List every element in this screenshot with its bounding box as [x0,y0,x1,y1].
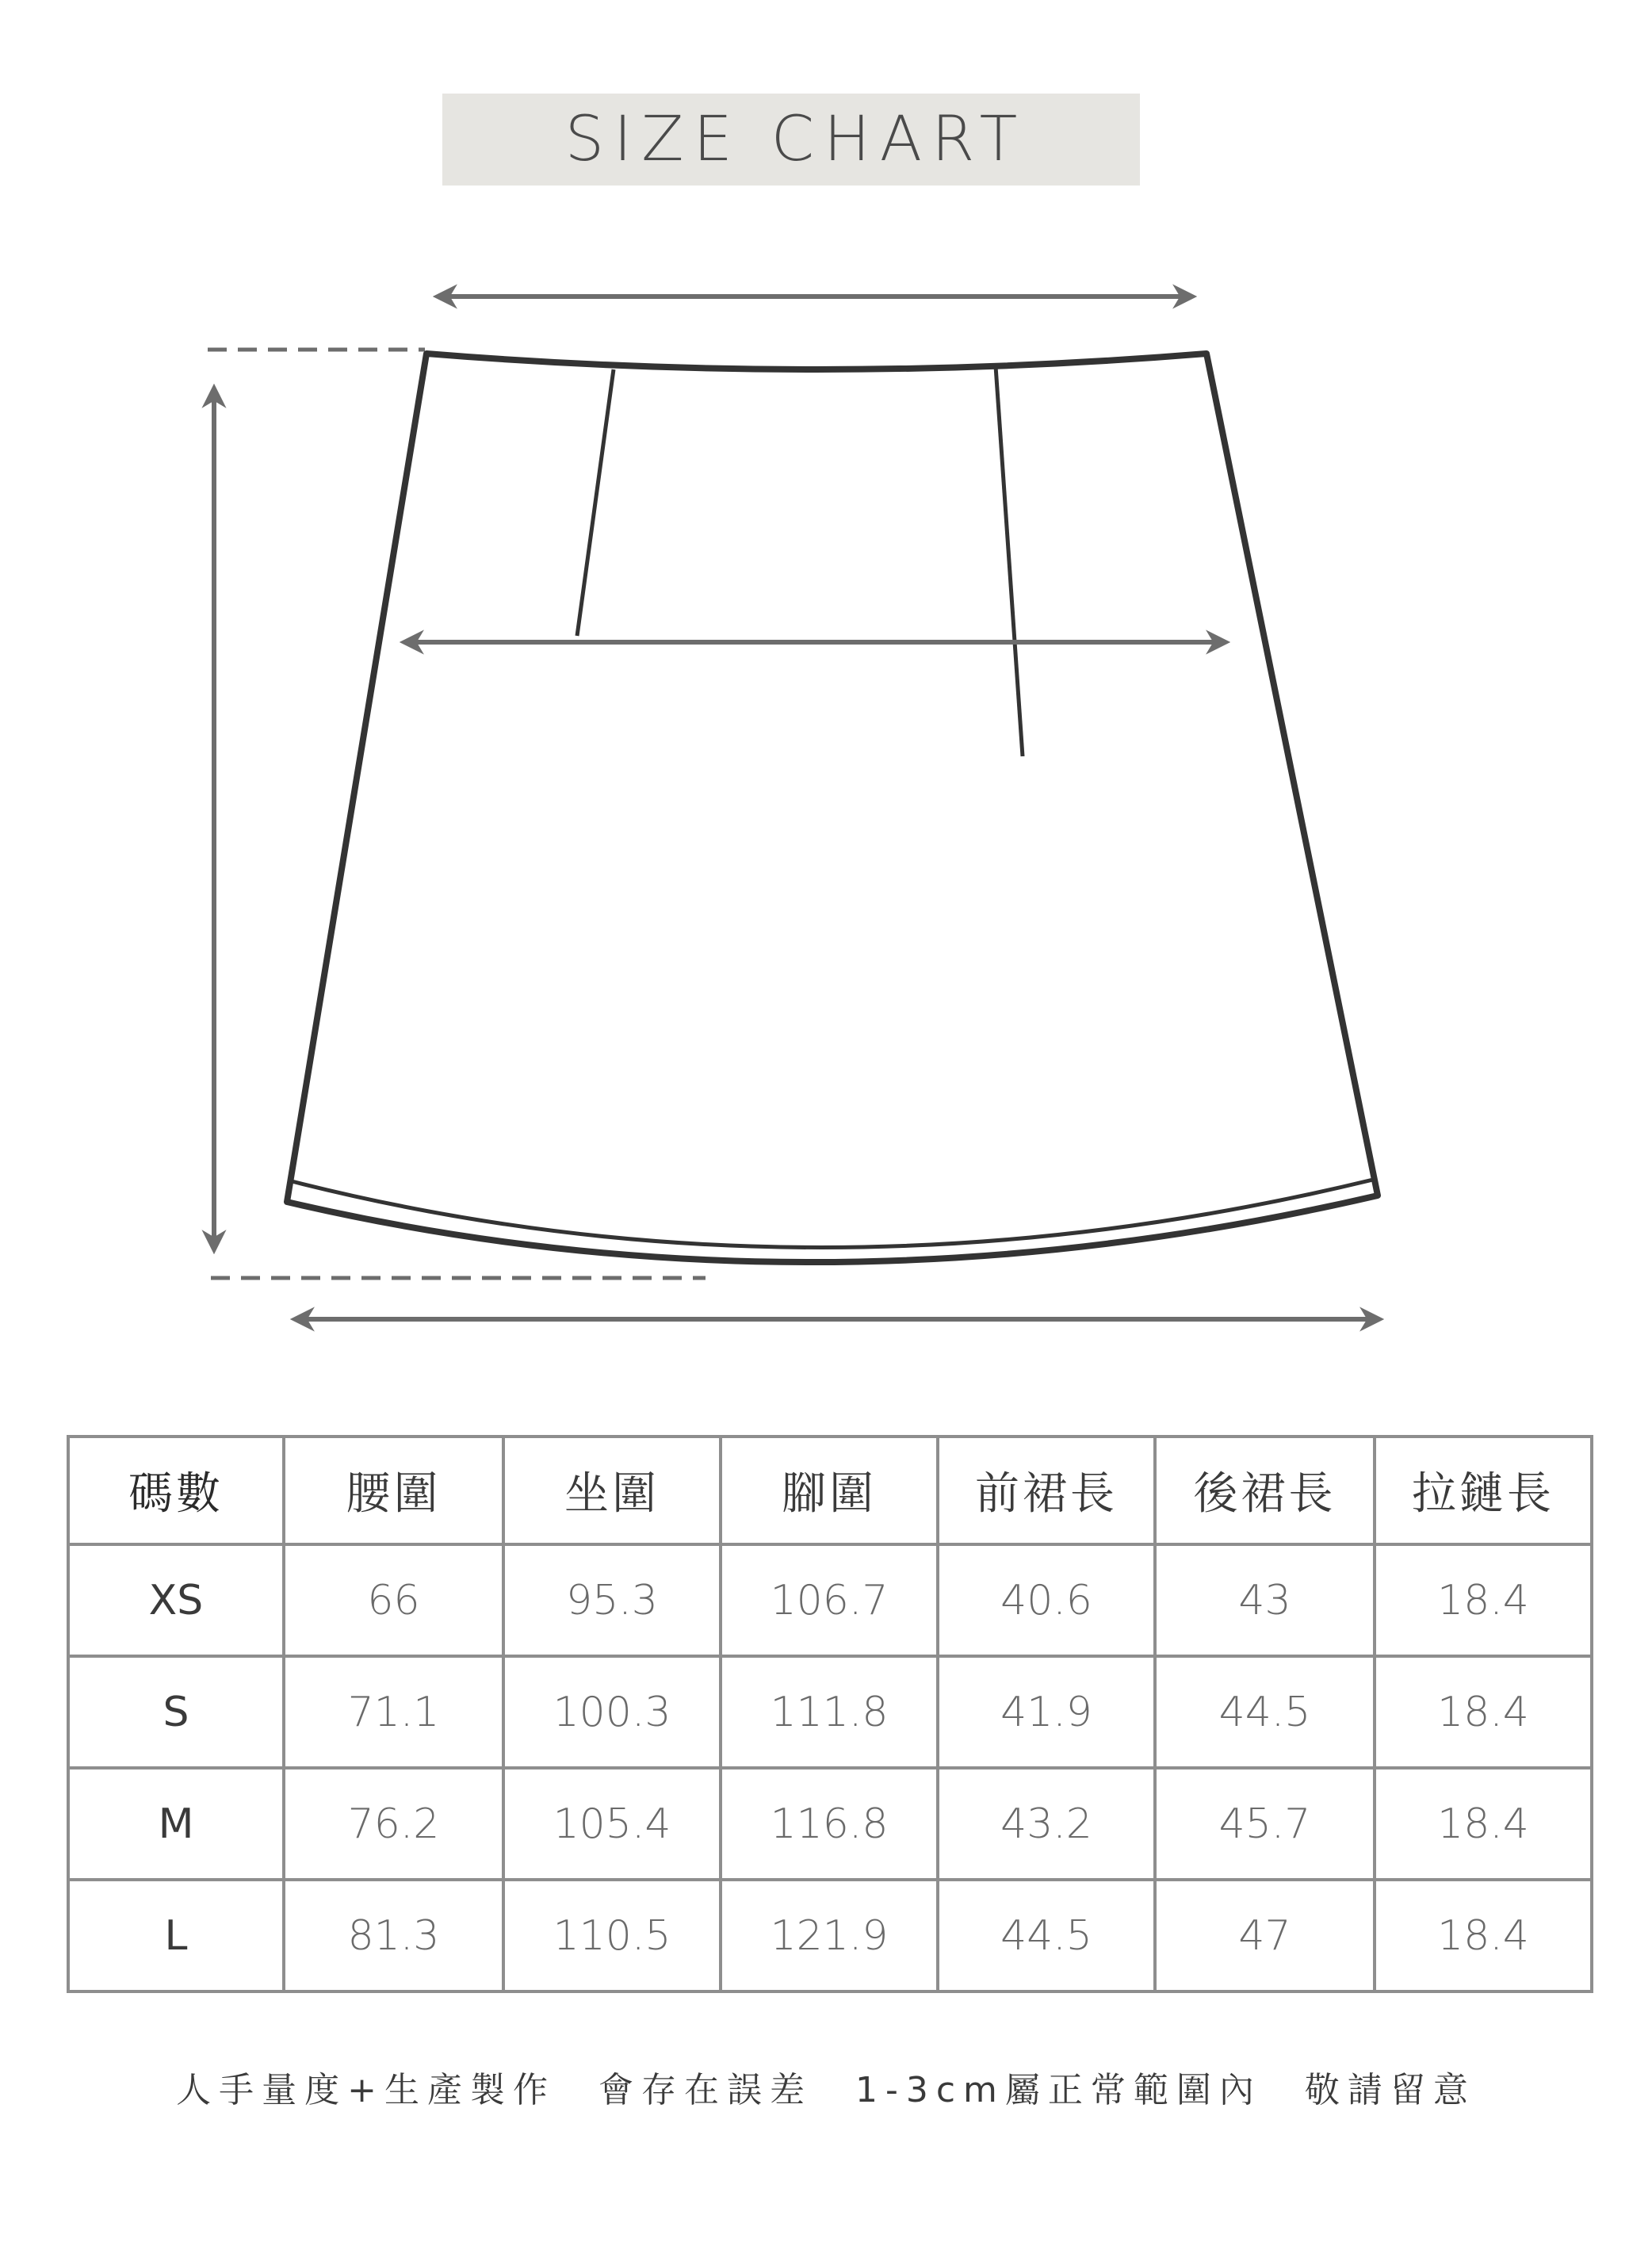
value-cell: 76.2 [284,1768,503,1880]
header-hem: 腳圍 [721,1437,938,1544]
measurement-note: 人手量度+生產製作 會存在誤差 1-3cm屬正常範圍內 敬請留意 [176,2070,1476,2110]
table-row [68,1544,1592,1656]
size-cell: M [68,1768,284,1880]
header-zipper-length: 拉鏈長 [1375,1437,1592,1544]
header-front-length: 前裙長 [938,1437,1155,1544]
value-cell: 43 [1155,1544,1375,1656]
page-title: SIZE CHART [564,104,1027,175]
value-cell: 44.5 [1155,1656,1375,1768]
value-cell: 44.5 [938,1880,1155,1991]
table-row [68,1768,1592,1880]
value-cell: 66 [284,1544,503,1656]
size-cell: XS [68,1544,284,1656]
skirt-outline [287,354,1378,1262]
value-cell: 45.7 [1155,1768,1375,1880]
value-cell: 106.7 [721,1544,938,1656]
value-cell: 71.1 [284,1656,503,1768]
header-waist: 腰圍 [284,1437,503,1544]
table-header-row [68,1437,1592,1544]
value-cell: 18.4 [1375,1656,1592,1768]
value-cell: 110.5 [503,1880,721,1991]
right-dart [996,366,1023,756]
value-cell: 100.3 [503,1656,721,1768]
value-cell: 47 [1155,1880,1375,1991]
value-cell: 95.3 [503,1544,721,1656]
table-row [68,1880,1592,1991]
value-cell: 111.8 [721,1656,938,1768]
value-cell: 81.3 [284,1880,503,1991]
value-cell: 40.6 [938,1544,1155,1656]
header-size: 碼數 [68,1437,284,1544]
size-table [67,1435,1593,1993]
left-dart [577,369,614,636]
value-cell: 116.8 [721,1768,938,1880]
size-cell: S [68,1656,284,1768]
header-back-length: 後裙長 [1155,1437,1375,1544]
value-cell: 105.4 [503,1768,721,1880]
value-cell: 121.9 [721,1880,938,1991]
value-cell: 18.4 [1375,1768,1592,1880]
table-row [68,1656,1592,1768]
size-cell: L [68,1880,284,1991]
value-cell: 43.2 [938,1768,1155,1880]
header-hip: 坐圍 [503,1437,721,1544]
value-cell: 41.9 [938,1656,1155,1768]
value-cell: 18.4 [1375,1880,1592,1991]
value-cell: 18.4 [1375,1544,1592,1656]
